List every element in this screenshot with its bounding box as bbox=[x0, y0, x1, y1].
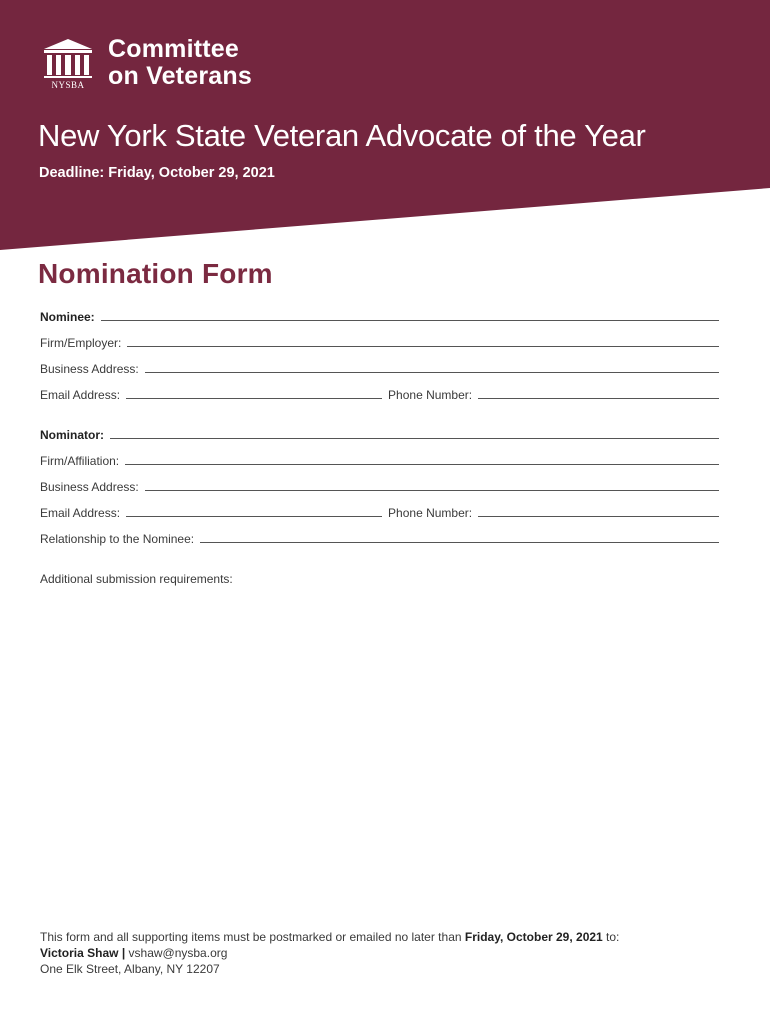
courthouse-icon bbox=[40, 36, 96, 92]
nominee-contact-row bbox=[40, 384, 719, 402]
relationship-row bbox=[40, 528, 719, 546]
nominator-field[interactable] bbox=[110, 426, 719, 439]
nominator-contact-row bbox=[40, 502, 719, 520]
relationship-field[interactable] bbox=[200, 530, 719, 543]
logo-text: NYSBA bbox=[51, 80, 85, 90]
nominator-firm-field[interactable] bbox=[125, 452, 719, 465]
nominator-address-field[interactable] bbox=[145, 478, 719, 491]
footer-contact: Victoria Shaw | vshaw@nysba.org bbox=[40, 946, 228, 960]
nominator-firm-label: Firm/Affiliation: bbox=[40, 454, 120, 468]
contact-name: Victoria Shaw bbox=[40, 946, 119, 960]
nominee-address-field[interactable] bbox=[145, 360, 719, 373]
footer bbox=[40, 929, 619, 977]
additional-requirements: Additional submission requirements: bbox=[40, 572, 233, 586]
nominator-email-field[interactable] bbox=[126, 504, 382, 517]
nominator-firm-row bbox=[40, 450, 719, 468]
contact-email[interactable]: vshaw@nysba.org bbox=[128, 946, 228, 960]
nominator-row bbox=[40, 424, 719, 442]
nominee-address-label: Business Address: bbox=[40, 362, 139, 376]
nominee-firm-label: Firm/Employer: bbox=[40, 336, 122, 350]
nominee-row bbox=[40, 306, 719, 324]
nominee-firm-field[interactable] bbox=[127, 334, 719, 347]
org-name-line2: on Veterans bbox=[108, 62, 252, 90]
nominator-label: Nominator: bbox=[40, 428, 104, 442]
deadline: Deadline: Friday, October 29, 2021 bbox=[39, 165, 275, 181]
nominator-phone-field[interactable] bbox=[478, 504, 719, 517]
nominee-email-label: Email Address: bbox=[40, 388, 121, 402]
relationship-label: Relationship to the Nominee: bbox=[40, 532, 195, 546]
contact-address: One Elk Street, Albany, NY 12207 bbox=[40, 962, 220, 976]
footer-deadline: Friday, October 29, 2021 bbox=[464, 930, 603, 944]
org-name-line1: Committee bbox=[108, 35, 239, 63]
nysba-logo bbox=[40, 36, 252, 92]
nominee-phone-field[interactable] bbox=[478, 386, 719, 399]
nominator-address-label: Business Address: bbox=[40, 480, 139, 494]
nominator-address-row bbox=[40, 476, 719, 494]
org-name bbox=[108, 36, 252, 90]
nominee-label: Nominee: bbox=[40, 310, 95, 324]
nominator-phone-label: Phone Number: bbox=[388, 506, 473, 520]
nominee-field[interactable] bbox=[101, 308, 719, 321]
nominee-firm-row bbox=[40, 332, 719, 350]
nominee-address-row bbox=[40, 358, 719, 376]
footer-instructions: This form and all supporting items must be postmarked or emailed no later than Friday, October 29, 2021 to: bbox=[40, 930, 620, 944]
nominee-email-field[interactable] bbox=[126, 386, 382, 399]
form-title: Nomination Form bbox=[38, 258, 273, 289]
nominator-email-label: Email Address: bbox=[40, 506, 121, 520]
award-title: New York State Veteran Advocate of the Year bbox=[38, 118, 646, 153]
nominee-phone-label: Phone Number: bbox=[388, 388, 473, 402]
